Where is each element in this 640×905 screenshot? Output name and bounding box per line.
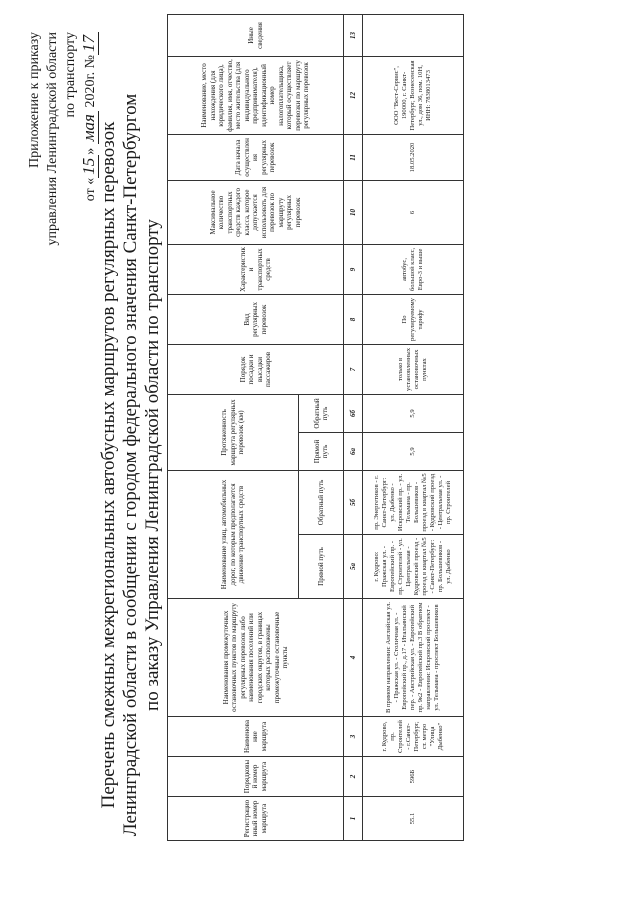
cell-vehicles: автобус, большой класс, Евро-3 и выше — [363, 244, 464, 294]
table-row — [363, 14, 464, 840]
approval-number: 17 — [80, 32, 99, 55]
cell-stops: В прямом направлении: Английская ул. - Пражская ул. - Столичная ул. - Европейский пр., д.17 - Италъянский пер. - Австрийская ул. - Европейский пр. 9к2 - Европейский пр.3 В обратном направлении: Искровский проспект - ул. Тельмана - проспект Большевиков — [363, 599, 464, 717]
col-number: 2 — [344, 757, 363, 797]
cell-start-date: 18.05.2020 — [363, 134, 464, 180]
header-transport-type: Вид регулярных перевозок — [168, 294, 344, 344]
routes-table — [167, 14, 464, 841]
header-boarding: Порядок посадки и высадки пассажиров — [168, 344, 344, 394]
approval-line-2: управления Ленинградской области — [45, 32, 60, 246]
col-number: 5б — [344, 470, 363, 534]
col-number: 6б — [344, 394, 363, 432]
cell-length-forward: 5,9 — [363, 432, 464, 470]
header-streets-forward: Прямой путь — [299, 535, 344, 599]
header-stops: Наименования промежуточных остановочных пунктов по маршруту регулярных перевозок либо наименования поселений или городских округов, в границах которых расположены промежуточные остановочные пункты — [168, 599, 344, 717]
cell-reg-num: 55.1 — [363, 797, 464, 841]
date-mid: » — [83, 147, 98, 155]
col-number: 3 — [344, 717, 363, 757]
cell-order-num: 596Б — [363, 757, 464, 797]
header-start-date: Дата начала осуществления регулярных перевозок — [168, 134, 344, 180]
header-streets-backward: Обратный путь — [299, 470, 344, 534]
cell-other — [363, 14, 464, 56]
header-carrier: Наименование, место нахождения (для юридического лица), фамилия, имя, отчество, место жительства (для индивидуального предпринимателя), идентификационный номер налогоплательщика, который осуществляет перевозки по маршруту регулярных перевозок — [168, 56, 344, 134]
header-max-vehicles: Максимальное количество транспортных средств каждого класса, которое допускается использовать для перевозок по маршруту регулярных перевозок — [168, 180, 344, 244]
header-order-num: Порядковый номер маршрута — [168, 757, 344, 797]
col-number: 8 — [344, 294, 363, 344]
number-prefix: № — [83, 55, 98, 69]
cell-streets-forward: г. Кудрово: Пражская ул. - Европейский пр. - пр. Строителей - ул. Центральная - Кудровский проезд - проезд в квартал №5 - Санкт-Петербург: пр. Большевиков - ул. Дыбенко — [363, 535, 464, 599]
col-number: 13 — [344, 14, 363, 56]
cell-max-vehicles: 6 — [363, 180, 464, 244]
header-reg-num: Регистрационный номер маршрута — [168, 797, 344, 841]
cell-route-name: г. Кудрово, пр. Строителей - г.Санкт-Петербург, ст. метро "Улица Дыбенко" — [363, 717, 464, 757]
header-other: Иные сведения — [168, 14, 344, 56]
col-number: 4 — [344, 599, 363, 717]
col-number: 5а — [344, 535, 363, 599]
approval-month: мая — [80, 111, 99, 144]
header-length-backward: Обратный путь — [299, 394, 344, 432]
date-prefix: от « — [83, 177, 98, 202]
col-number: 7 — [344, 344, 363, 394]
document-title: Перечень смежных межрегиональных автобусных маршрутов регулярных перевозок Ленинградской области в сообщении с городом федерального значения Санкт-Петербургом по заказу Управления Ленинградской области по транспорту — [98, 93, 163, 837]
cell-length-backward: 5,9 — [363, 394, 464, 432]
col-number: 12 — [344, 56, 363, 134]
col-number: 11 — [344, 134, 363, 180]
header-route-name: Наименование маршрута — [168, 717, 344, 757]
header-streets: Наименование улиц, автомобильных дорог, по которым предполагается движение транспортных средств — [168, 470, 299, 598]
approval-year: 2020г. — [83, 71, 98, 108]
header-length-forward: Прямой путь — [299, 432, 344, 470]
approval-date-line — [80, 32, 100, 257]
cell-transport-type: По регулируемому тарифу — [363, 294, 464, 344]
col-number: 9 — [344, 244, 363, 294]
approval-line-3: по транспорту — [63, 32, 78, 118]
col-number: 6а — [344, 432, 363, 470]
header-length: Протяженность маршрута регулярных перевозок (км) — [168, 394, 299, 470]
cell-carrier: ООО "Вест-Сервис", 190000, г. Санкт-Петербург, Вознесенская ул., дом 36, пом. 10Н, ИНН: 7838013473 — [363, 56, 464, 134]
cell-boarding: только в установленных остановочных пунктах — [363, 344, 464, 394]
col-number: 10 — [344, 180, 363, 244]
approval-line-1: Приложение к приказу — [27, 32, 42, 168]
approval-day: 15 — [80, 155, 99, 178]
cell-streets-backward: пр. Энергетиков - г. Санкт-Петербург: ул. Дыбенко - Искровский пр. - ул. Тельмана - пр. Большевиков - проезд в квартал №5 - Кудровский проезд - Центральная ул. - пр. Строителей — [363, 470, 464, 534]
header-vehicles: Характеристики транспортных средств — [168, 244, 344, 294]
approval-stamp — [26, 32, 100, 257]
col-number: 1 — [344, 797, 363, 841]
